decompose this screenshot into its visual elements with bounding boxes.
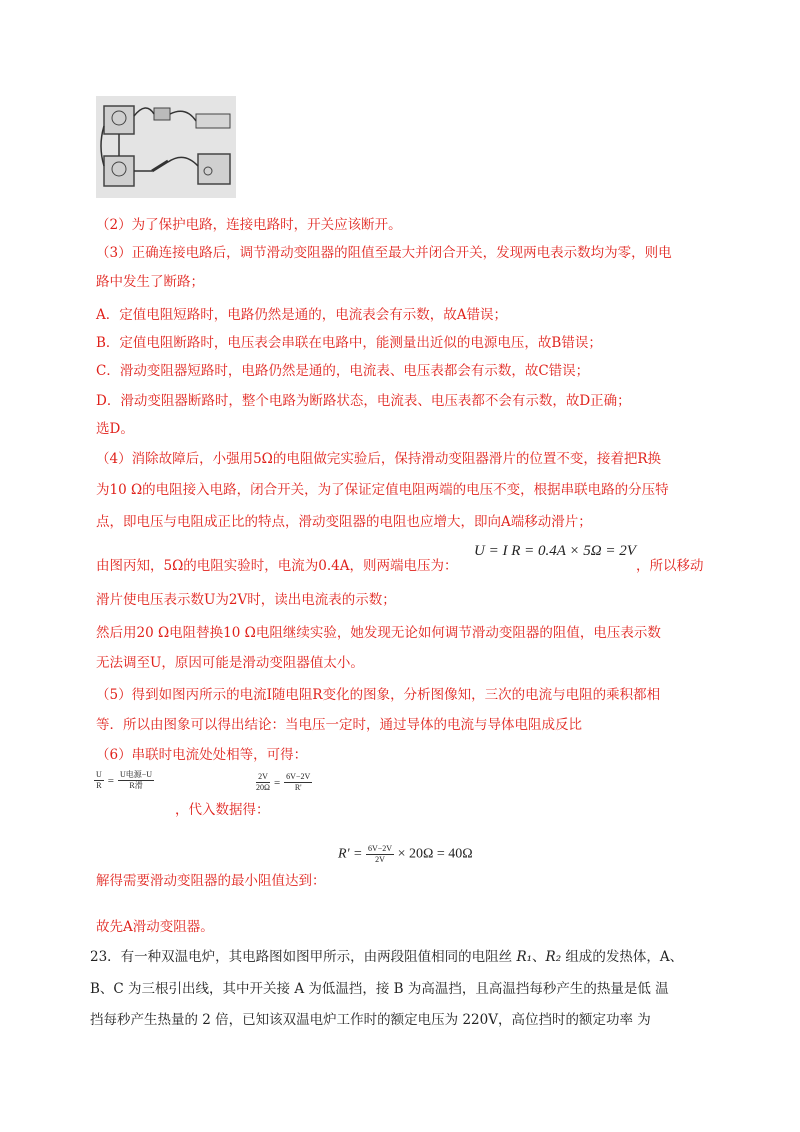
r1-symbol: R₁ bbox=[516, 949, 533, 965]
answer-line-4e: 滑片使电压表示数U为2V时，读出电流表的示数； bbox=[96, 592, 396, 608]
frac-den: 2V bbox=[375, 855, 385, 864]
question-23-line-2: B、C 为三根引出线，其中开关接 A 为低温挡，接 B 为高温挡，且高温挡每秒产生的热量是低 温 bbox=[90, 981, 669, 997]
substituted-equation: $\frac{2V}{20\Omega}$ = $\frac{6V-2V}{R'}$ bbox=[256, 772, 311, 792]
eq-rest: × 20Ω = 40Ω bbox=[397, 846, 473, 862]
min-resistance-line: 解得需要滑动变阻器的最小阻值达到： bbox=[96, 873, 326, 889]
frac-num: U bbox=[96, 770, 102, 779]
answer-line-4b: 为10 Ω的电阻接入电路，闭合开关，为了保证定值电阻两端的电压不变，根据串联电路的分压特 bbox=[96, 482, 669, 498]
conclusion-line: 故先A滑动变阻器。 bbox=[96, 919, 214, 935]
resistance-result-equation bbox=[338, 844, 473, 865]
answer-line-6a: （6）串联时电流处处相等，可得： bbox=[96, 747, 308, 763]
question-23-line-3: 挡每秒产生热量的 2 倍，已知该双温电炉工作时的额定电压为 220V，高位挡时的额定功率 为 bbox=[90, 1012, 651, 1028]
frac-den: R bbox=[96, 781, 102, 790]
frac-num: U电源−U bbox=[120, 770, 153, 779]
frac-den: 20Ω bbox=[256, 783, 270, 792]
option-d-line: D．滑动变阻器断路时，整个电路为断路状态，电流表、电压表都不会有示数，故D正确； bbox=[96, 393, 631, 409]
frac-den: R' bbox=[294, 783, 302, 792]
eq-lhs: R' = bbox=[338, 846, 363, 862]
q23-sep: 、 bbox=[532, 949, 546, 965]
answer-line-5a: （5）得到如图丙所示的电流I随电阻R变化的图象，分析图像知，三次的电流与电阻的乘积都相 bbox=[96, 687, 661, 703]
q23-text-b: 组成的发热体，A、 bbox=[561, 949, 684, 965]
frac-num: 6V−2V bbox=[286, 772, 311, 781]
frac-num: 6V−2V bbox=[368, 844, 393, 853]
circuit-photo bbox=[96, 96, 236, 198]
circuit-drawing bbox=[96, 96, 236, 198]
answer-line-2: （2）为了保护电路，连接电路时，开关应该断开。 bbox=[96, 217, 402, 233]
option-c-line: C．滑动变阻器短路时，电路仍然是通的，电流表、电压表都会有示数，故C错误； bbox=[96, 363, 590, 379]
frac-num: 2V bbox=[256, 772, 270, 783]
answer-line-3a: （3）正确连接电路后，调节滑动变阻器的阻值至最大并闭合开关，发现两电表示数均为零，则电 bbox=[96, 245, 672, 261]
voltage-equation: U = I R = 0.4A × 5Ω = 2V bbox=[474, 543, 636, 559]
answer-line-4d: 由图丙知，5Ω的电阻实验时，电流为0.4A，则两端电压为： bbox=[96, 558, 458, 574]
answer-line-4g: 无法调至U，原因可能是滑动变阻器值太小。 bbox=[96, 655, 364, 671]
option-a-line: A．定值电阻短路时，电路仍然是通的，电流表会有示数，故A错误； bbox=[96, 307, 507, 323]
substitute-text: ，代入数据得： bbox=[175, 802, 270, 818]
answer-line-4c: 点，即电压与电阻成正比的特点，滑动变阻器的电阻也应增大，即向A端移动滑片； bbox=[96, 514, 592, 530]
answer-line-4f: 然后用20 Ω电阻替换10 Ω电阻继续实验，她发现无论如何调节滑动变阻器的阻值，电压表示数 bbox=[96, 625, 661, 641]
frac-den: R滑 bbox=[129, 781, 143, 790]
option-b-line: B．定值电阻断路时，电压表会串联在电路中，能测量出近似的电源电压，故B错误； bbox=[96, 335, 602, 351]
answer-line-4a: （4）消除故障后，小强用5Ω的电阻做完实验后，保持滑动变阻器滑片的位置不变，接着把R换 bbox=[96, 451, 662, 467]
answer-line-3b: 路中发生了断路； bbox=[96, 274, 204, 290]
series-ratio-equation: $\frac{U}{R}$ = $\frac{\text{U电源−U}}{\text{R滑}}$ bbox=[96, 770, 153, 790]
answer-line-4d-tail: ，所以移动 bbox=[636, 558, 704, 574]
question-23-line-1 bbox=[90, 945, 683, 965]
r2-symbol: R₂ bbox=[545, 949, 562, 965]
q23-text-a: 23．有一种双温电炉，其电路图如图甲所示，由两段阻值相同的电阻丝 bbox=[90, 949, 517, 965]
answer-line-5b: 等．所以由图象可以得出结论：当电压一定时，通过导体的电流与导体电阻成反比 bbox=[96, 717, 582, 733]
choice-line: 选D。 bbox=[96, 421, 134, 437]
